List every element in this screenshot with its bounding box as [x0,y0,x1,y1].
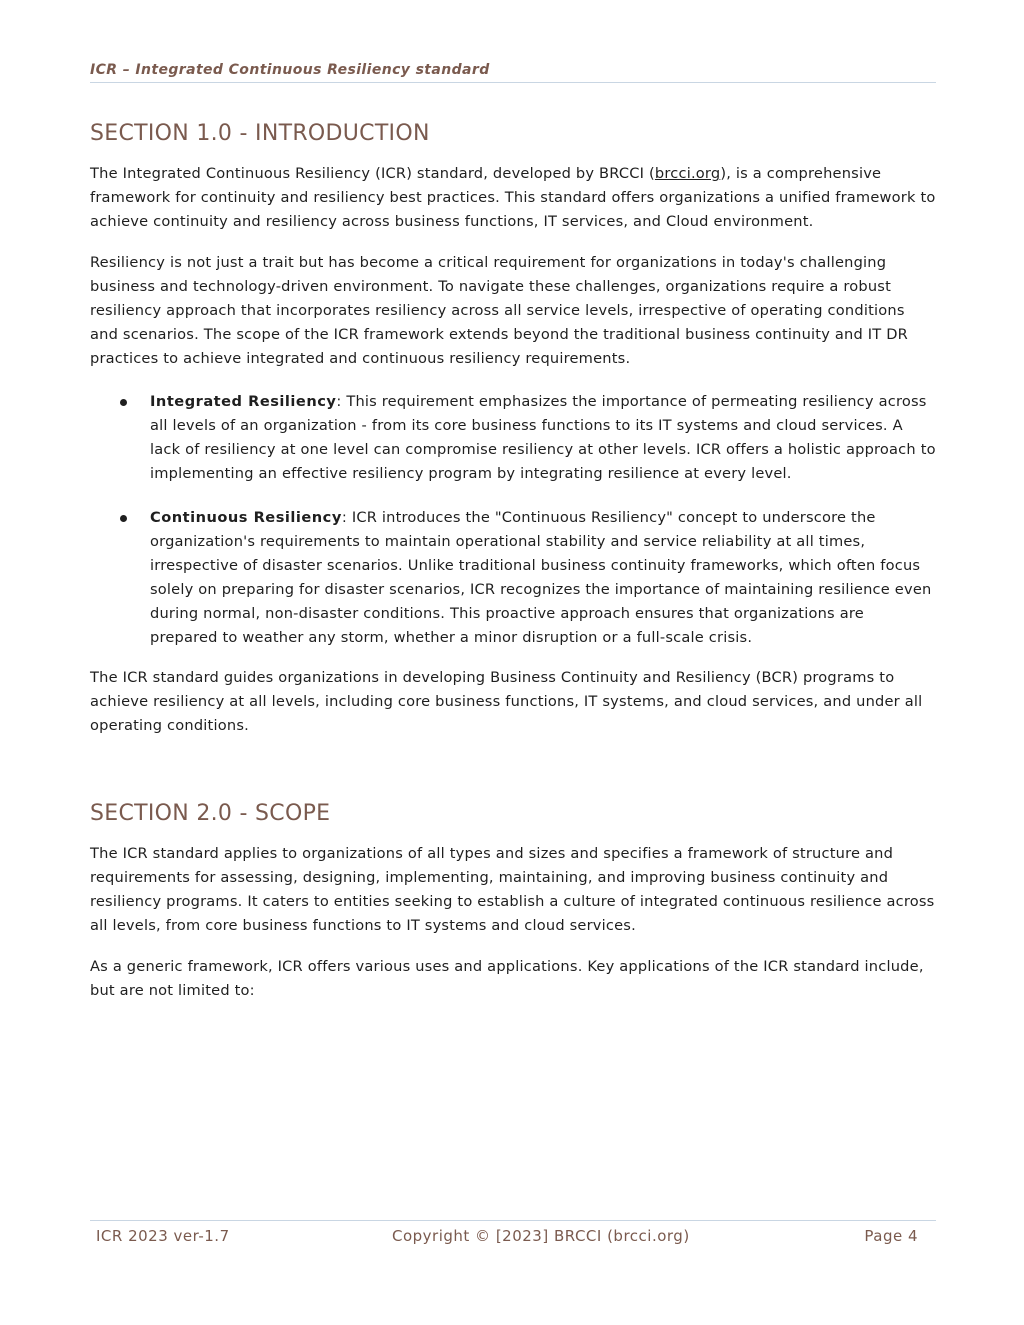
section-1-paragraph-1 [90,162,936,234]
footer-copyright: Copyright © [2023] BRCCI (brcci.org) [392,1227,690,1245]
section-2-paragraph-2: As a generic framework, ICR offers various uses and applications. Key applications of the ICR standard include, but are not limited to: [90,958,924,999]
section-2-paragraph-1: The ICR standard applies to organizations of all types and sizes and specifies a framework of structure and requirements for assessing, designing, implementing, maintaining, and improving business continuity and resiliency programs. It caters to entities seeking to establish a culture of integrated continuous resilience across all levels, from core business functions to IT systems and cloud services. [90,845,935,934]
bullet-dot-icon [120,515,127,522]
bullet-text: : This requirement emphasizes the importance of permeating resiliency across all levels of an organization - from its core business functions to its IT systems and cloud services. A lack of resiliency at one level can compromise resiliency at other levels. ICR offers a holistic approach to implementing an effective resiliency program by integrating resilience at every level. [150,393,936,482]
section-1-paragraph-2: Resiliency is not just a trait but has become a critical requirement for organizations in today's challenging business and technology-driven environment. To navigate these challenges, organizations require a robust resiliency approach that incorporates resiliency across all service levels, irrespective of operating conditions and scenarios. The scope of the ICR framework extends beyond the traditional business continuity and IT DR practices to achieve integrated and continuous resiliency requirements. [90,254,909,367]
section-1-heading: SECTION 1.0 - INTRODUCTION [90,121,430,146]
bullet-term: Continuous Resiliency [150,509,342,526]
brcci-link[interactable]: brcci.org [654,165,721,182]
bullet-text: : ICR introduces the "Continuous Resiliency" concept to underscore the organization's requirements to maintain operational stability and service reliability at all times, irrespective of disaster scenarios. Unlike traditional business continuity frameworks, which often focus solely on preparing for disaster scenarios, ICR recognizes the importance of maintaining resilience even during normal, non-disaster conditions. This proactive approach ensures that organizations are prepared to weather any storm, whether a minor disruption or a full-scale crisis. [150,509,932,646]
page-content [90,116,936,1003]
bullet-dot-icon [120,399,127,406]
bullet-integrated-resiliency [90,390,936,486]
footer-page-number: Page 4 [864,1227,918,1245]
section-1-paragraph-1-text-b: ), is a comprehensive framework for continuity and resiliency best practices. This standard offers organizations a unified framework to achieve continuity and resiliency across business functions, IT services, and Cloud environment. [90,165,936,230]
section-1-paragraph-1-text-a: The Integrated Continuous Resiliency (ICR) standard, developed by BRCCI ( [90,165,655,182]
bullet-continuous-resiliency [90,506,936,650]
bullet-term: Integrated Resiliency [150,393,337,410]
page-footer [90,1220,936,1255]
section-2-heading: SECTION 2.0 - SCOPE [90,801,331,826]
header-title: ICR – Integrated Continuous Resiliency standard [90,62,490,78]
section-1-paragraph-3: The ICR standard guides organizations in developing Business Continuity and Resiliency (BCR) programs to achieve resiliency at all levels, including core business functions, IT systems, and cloud services, and under all operating conditions. [90,669,923,734]
resiliency-bullet-list [90,390,936,650]
page-header [90,60,936,83]
footer-version: ICR 2023 ver-1.7 [96,1227,230,1245]
